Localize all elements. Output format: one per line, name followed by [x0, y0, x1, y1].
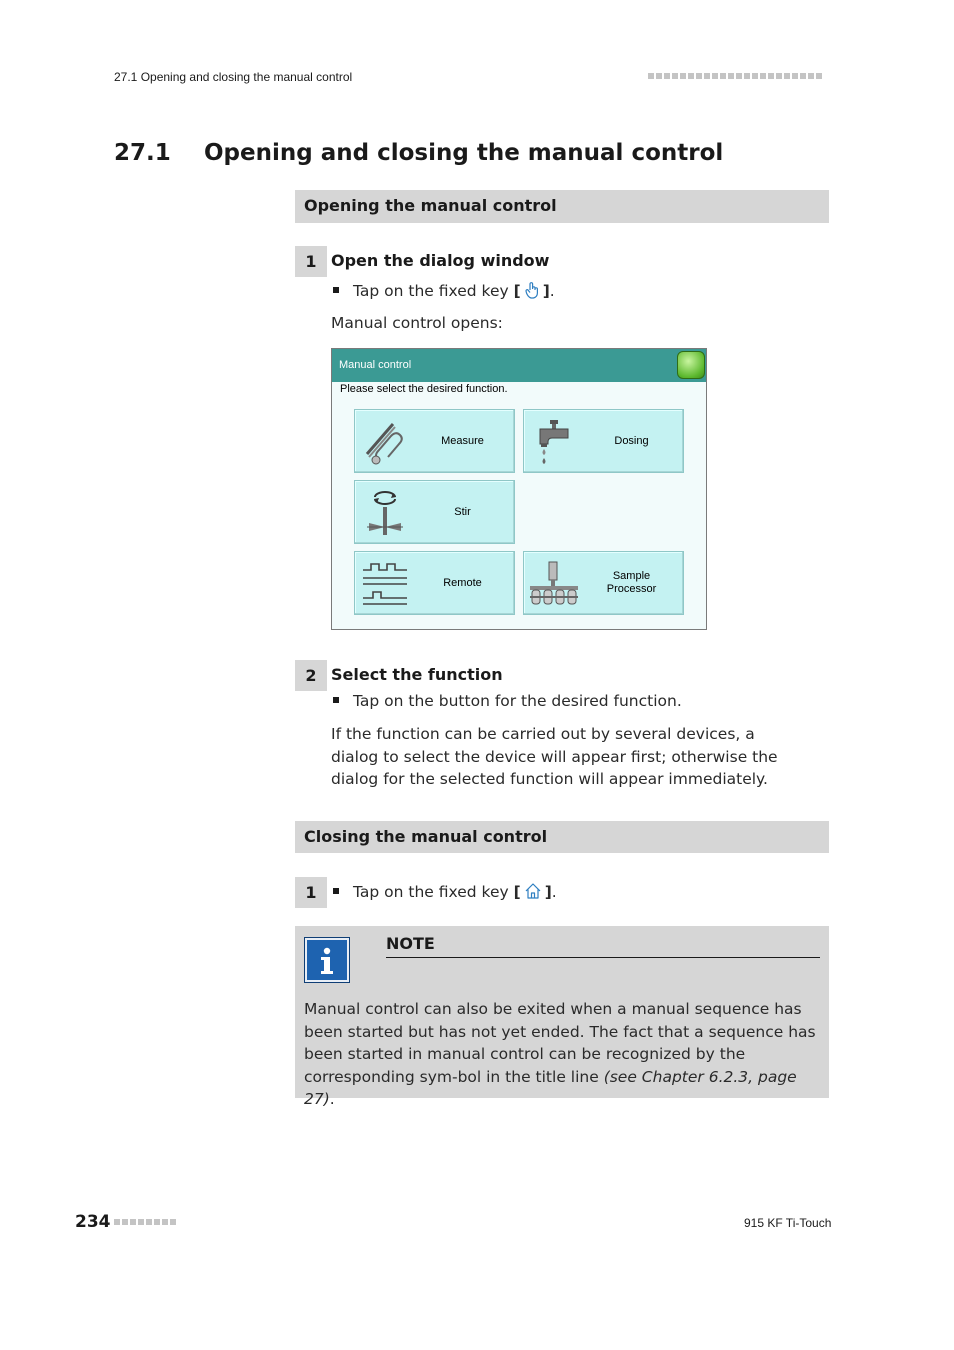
status-led-icon — [677, 351, 705, 379]
sample-rack-icon — [528, 558, 580, 610]
remote-label: Remote — [443, 576, 482, 589]
measure-label: Measure — [441, 434, 484, 447]
home-icon — [524, 882, 542, 904]
opening-subheading: Opening the manual control — [295, 190, 829, 223]
section-heading: Opening and closing the manual control — [204, 140, 724, 166]
hand-pointer-icon — [524, 281, 540, 303]
remote-signal-icon — [359, 558, 411, 610]
step-number: 1 — [295, 246, 327, 277]
section-number: 27.1 — [114, 140, 171, 166]
step-number: 1 — [295, 877, 327, 908]
stir-button[interactable] — [354, 480, 515, 544]
stirrer-icon — [359, 487, 411, 539]
dialog-title: Manual control — [339, 359, 412, 371]
stir-label: Stir — [454, 505, 471, 518]
dosing-label: Dosing — [614, 434, 649, 447]
header-decoration — [648, 73, 822, 79]
note-divider — [386, 957, 820, 958]
dialog-title-bar — [332, 349, 706, 382]
step-title: Open the dialog window — [331, 251, 550, 270]
info-icon — [304, 937, 350, 983]
bullet-item: Tap on the fixed key [ ]. — [333, 882, 557, 904]
electrode-icon — [359, 416, 411, 468]
section-title — [114, 140, 723, 166]
page-number: 234 — [75, 1212, 111, 1232]
step-number: 2 — [295, 660, 327, 691]
product-name: 915 KF Ti-Touch — [744, 1216, 832, 1230]
step-title: Select the function — [331, 665, 503, 684]
closing-subheading: Closing the manual control — [295, 821, 829, 853]
measure-button[interactable] — [354, 409, 515, 473]
dosing-button[interactable] — [523, 409, 684, 473]
running-header: 27.1 Opening and closing the manual control — [114, 70, 353, 84]
remote-button[interactable] — [354, 551, 515, 615]
chapter-reference: (see Chapter 6.2.3, page 27) — [304, 1067, 797, 1108]
manual-control-dialog — [331, 348, 707, 630]
note-title: NOTE — [386, 934, 435, 953]
bullet-item: Tap on the fixed key [ ]. — [333, 281, 555, 303]
dialog-prompt: Please select the desired function. — [340, 383, 508, 395]
note-box — [295, 926, 829, 1108]
step-description: If the function can be carried out by several devices, a dialog to select the device will appear first; otherwise the dialog for the selected function will appear immediately. — [331, 725, 778, 788]
tap-drop-icon — [528, 416, 580, 468]
step-result-text: Manual control opens: — [331, 314, 503, 332]
sample-processor-button[interactable] — [523, 551, 684, 615]
note-text: Manual control can also be exited when a manual sequence has been started but has not yet ended. The fact that a sequence has been started in manual control can be recognized by the corresponding sym-bol in the title line (see Chapter 6.2.3, page 27). — [304, 1000, 816, 1108]
sample-processor-label: Sample Processor — [606, 570, 657, 595]
bullet-item: Tap on the button for the desired function. — [333, 692, 682, 710]
footer-decoration — [114, 1219, 176, 1225]
